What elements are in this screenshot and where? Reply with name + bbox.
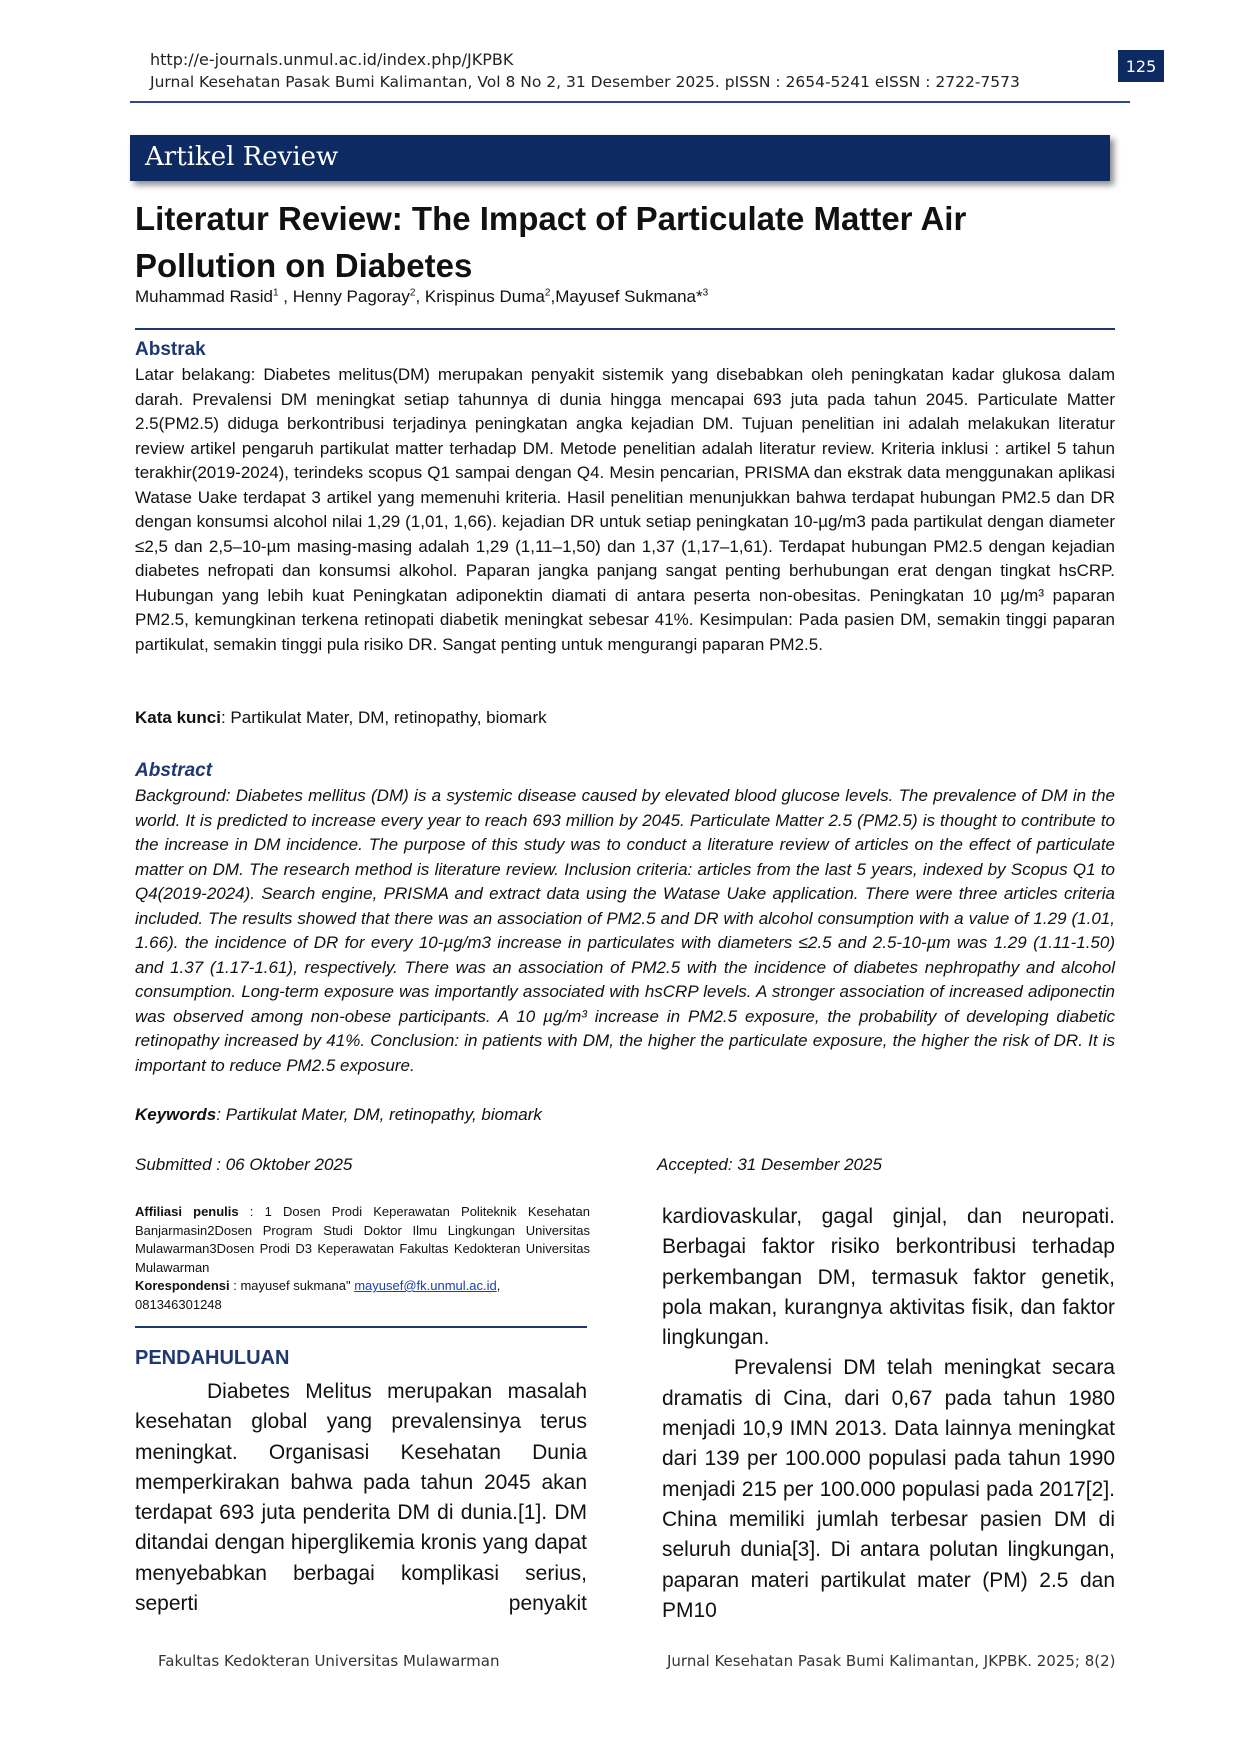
affiliation-label: Affiliasi penulis [135, 1204, 239, 1219]
kata-kunci [135, 708, 547, 728]
korespondensi-text: : mayusef sukmana" [229, 1278, 355, 1293]
abstrak-text: Latar belakang: Diabetes melitus(DM) merupakan penyakit sistemik yang disebabkan oleh peningkatan kadar glukosa dalam darah. Prevalensi DM meningkat setiap tahunnya di dunia hingga mencapai 693 juta pada tahun 2045. Particulate Matter 2.5(PM2.5) diduga berkontribusi terjadinya peningkatan angka kejadian DM. Tujuan penelitian ini adalah melakukan literatur review artikel pengaruh partikulat matter terhadap DM. Metode penelitian adalah literatur review. Kriteria inklusi : artikel 5 tahun terakhir(2019-2024), terindeks scopus Q1 sampai dengan Q4. Mesin pencarian, PRISMA dan ekstrak data menggunakan aplikasi Watase Uake terdapat 3 artikel yang memenuhi kriteria. Hasil penelitian menunjukkan bahwa terdapat hubungan PM2.5 dan DR dengan konsumsi alcohol nilai 1,29 (1,01, 1,66). kejadian DR untuk setiap peningkatan 10-µg/m3 pada partikulat dengan diameter ≤2,5 dan 2,5–10-µm masing-masing adalah 1,29 (1,11–1,50) dan 1,37 (1,17–1,61). Terdapat hubungan PM2.5 dengan kejadian diabetes nefropati dan konsumsi alkohol. Paparan jangka panjang sangat penting berhubungan erat dengan tingkat hsCRP. Hubungan yang lebih kuat Peningkatan adiponektin diamati di antara peserta non-obesitas. Peningkatan 10 µg/m³ paparan PM2.5, kemungkinan terkena retinopati diabetik meningkat sebesar 41%. Kesimpulan: Pada pasien DM, semakin tinggi paparan partikulat, semakin tinggi pula risiko DR. Sangat penting untuk mengurangi paparan PM2.5. [135, 365, 1115, 654]
affiliation-text: : 1 Dosen Prodi Keperawatan Politeknik Kesehatan Banjarmasin2Dosen Program Studi Doktor Ilmu Lingkungan Universitas Mulawarman3Dosen Prodi D3 Keperawatan Fakultas Kedokteran Universitas Mulawarman [135, 1204, 590, 1275]
keywords-label: Keywords [135, 1105, 217, 1124]
body-paragraph: Diabetes Melitus merupakan masalah kesehatan global yang prevalensinya terus meningkat. Organisasi Kesehatan Dunia memperkirakan bahwa pada tahun 2045 akan terdapat 693 juta penderita DM di dunia.[1]. DM ditandai dengan hiperglikemia kronis yang dapat menyebabkan berbagai komplikasi serius, seperti penyakit [135, 1380, 587, 1616]
author-separator: , [415, 287, 425, 306]
author-name: Krispinus Duma [424, 287, 545, 306]
email-link[interactable]: mayusef@fk.unmul.ac.id [354, 1278, 497, 1293]
abstrak-heading: Abstrak [135, 339, 206, 360]
section-divider [135, 328, 1115, 330]
author-affiliation-mark: 3 [702, 287, 709, 299]
pendahuluan-heading: PENDAHULUAN [135, 1347, 290, 1369]
article-type-banner [130, 135, 1110, 181]
author-affiliation-mark: 2 [544, 287, 551, 299]
article-type-label: Artikel Review [145, 142, 339, 172]
article-title: Literatur Review: The Impact of Particulate Matter Air Pollution on Diabetes [135, 200, 967, 284]
korespondensi-label: Korespondensi [135, 1278, 230, 1293]
body-paragraph: Prevalensi DM telah meningkat secara dramatis di Cina, dari 0,67 pada tahun 1980 menjadi 10,9 IMN 2013. Data lainnya meningkat dari 139 per 100.000 populasi pada tahun 1990 menjadi 215 per 100.000 populasi pada 2017[2]. China memiliki jumlah terbesar pasien DM di seluruh dunia[3]. Di antara polutan lingkungan, paparan materi partikulat mater (PM) 2.5 dan PM10 [662, 1356, 1115, 1622]
journal-url[interactable]: http://e-journals.unmul.ac.id/index.php/JKPBK [150, 50, 514, 69]
body-paragraph: kardiovaskular, gagal ginjal, dan neuropati. Berbagai faktor risiko berkontribusi terhadap perkembangan DM, termasuk faktor genetik, pola makan, kurangnya aktivitas fisik, dan faktor lingkungan. [662, 1205, 1115, 1350]
kata-kunci-label: Kata kunci [135, 708, 221, 727]
kata-kunci-values: : Partikulat Mater, DM, retinopathy, biomark [220, 708, 547, 727]
keywords [135, 1105, 542, 1125]
author-separator: , [278, 287, 293, 306]
author-affiliation-mark: 1 [272, 287, 279, 299]
keywords-values: : Partikulat Mater, DM, retinopathy, biomark [216, 1105, 542, 1124]
footer-journal: Jurnal Kesehatan Pasak Bumi Kalimantan, JKPBK. 2025; 8(2) [667, 1652, 1116, 1670]
author-list [135, 287, 708, 307]
author-name: Muhammad Rasid [135, 287, 273, 306]
affiliation-divider [135, 1326, 587, 1328]
page-number: 125 [1118, 50, 1164, 82]
author-separator: , [550, 287, 556, 306]
author-name: Henny Pagoray [292, 287, 410, 306]
header-divider [130, 101, 1130, 103]
footer-institution: Fakultas Kedokteran Universitas Mulawarman [158, 1652, 500, 1670]
submitted-date: Submitted : 06 Oktober 2025 [135, 1155, 353, 1174]
author-affiliation-mark: 2 [409, 287, 416, 299]
phone-number: 081346301248 [135, 1296, 222, 1312]
author-affiliations [135, 1203, 590, 1314]
journal-citation: Jurnal Kesehatan Pasak Bumi Kalimantan, Vol 8 No 2, 31 Desember 2025. pISSN : 2654-5241 eISSN : 2722-7573 [150, 73, 1020, 91]
accepted-date: Accepted: 31 Desember 2025 [657, 1155, 882, 1174]
left-column [135, 1377, 587, 1619]
email-tail: , [496, 1278, 501, 1293]
abstract-text: Background: Diabetes mellitus (DM) is a systemic disease caused by elevated blood glucose levels. The prevalence of DM in the world. It is predicted to increase every year to reach 693 million by 2045. Particulate Matter 2.5 (PM2.5) is thought to contribute to the increase in DM incidence. The purpose of this study was to conduct a literature review of articles on the effect of particulate matter on DM. The research method is literature review. Inclusion criteria: articles from the last 5 years, indexed by Scopus Q1 to Q4(2019-2024). Search engine, PRISMA and extract data using the Watase Uake application. There were three articles criteria included. The results showed that there was an association of PM2.5 and DR with alcohol consumption with a value of 1.29 (1.01, 1.66). the incidence of DR for every 10-µg/m3 increase in particulates with diameters ≤2.5 and 2.5-10-µm was 1.29 (1.11-1.50) and 1.37 (1.17-1.61), respectively. There was an association of PM2.5 with the incidence of diabetes nephropathy and alcohol consumption. Long-term exposure was importantly associated with hsCRP levels. A stronger association of increased adiponectin was observed among non-obese participants. A 10 µg/m³ increase in PM2.5 exposure, the probability of developing diabetic retinopathy increased by 41%. Conclusion: in patients with DM, the higher the particulate exposure, the higher the risk of DR. It is important to reduce PM2.5 exposure. [135, 786, 1115, 1075]
abstract-heading: Abstract [135, 760, 213, 781]
right-column [662, 1202, 1115, 1626]
author-name: Mayusef Sukmana* [555, 287, 703, 306]
